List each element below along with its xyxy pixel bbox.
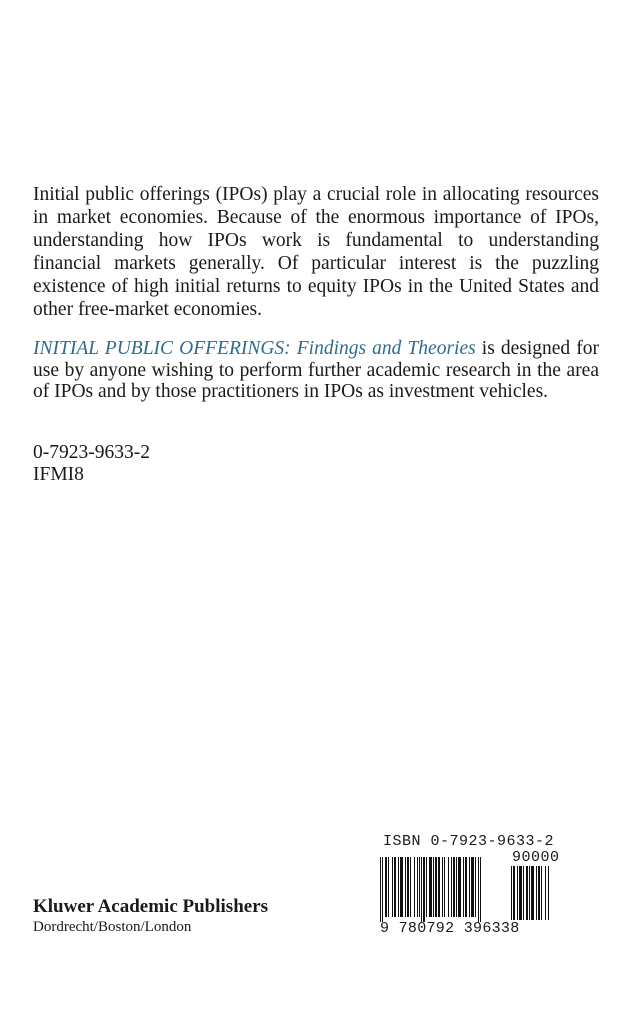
barcode-price-code: 90000 <box>512 849 560 866</box>
barcode-bar <box>382 857 383 922</box>
barcode-bar <box>469 857 470 917</box>
barcode-bar <box>519 866 522 920</box>
publisher-name: Kluwer Academic Publishers <box>33 896 269 917</box>
barcode-bar <box>456 857 457 917</box>
barcode-bar <box>444 857 445 917</box>
barcode-bar <box>517 866 518 920</box>
barcode-bar <box>523 866 524 920</box>
barcode-bar <box>463 857 464 917</box>
audience-paragraph-text: is designed for use by anyone wishing to perform further academic research in the area of IPOs and by those practitioners in IPOs as investment vehicles. <box>33 338 599 402</box>
barcode-bar <box>453 857 455 917</box>
barcode-bar <box>398 857 399 917</box>
barcode-bar <box>475 857 476 917</box>
barcode-bar <box>442 857 443 917</box>
barcode-isbn-label: ISBN 0-7923-9633-2 <box>383 833 555 850</box>
barcode-bar <box>394 857 396 917</box>
barcode-bar <box>417 857 418 917</box>
series-code: IFMI8 <box>33 463 84 485</box>
barcode-bar <box>478 857 479 922</box>
barcode-bar <box>380 857 381 922</box>
barcode-bar <box>465 857 467 917</box>
description-paragraph: Initial public offerings (IPOs) play a crucial role in allocating resources in market economies. Because of the enormous importance of IPOs, understanding how IPOs work is fundamental to understanding financial markets generally. Of particular interest is the puzzling existence of high initial returns to equity IPOs in the United States and other free-market economies. <box>33 184 599 320</box>
barcode-bar <box>407 857 409 917</box>
barcode-bar <box>414 857 415 917</box>
barcode-bar <box>385 857 387 917</box>
barcode-bar <box>480 857 481 922</box>
barcode-bar <box>545 866 546 920</box>
barcode-main <box>380 857 504 923</box>
barcode-bar <box>421 857 422 922</box>
barcode-bar <box>392 857 393 917</box>
barcode-addon <box>511 866 565 922</box>
barcode-bar <box>426 857 427 917</box>
barcode-bar <box>429 857 432 917</box>
barcode-bar <box>451 857 452 917</box>
barcode-bar <box>419 857 420 917</box>
barcode-bar <box>405 857 406 917</box>
audience-paragraph <box>33 338 599 403</box>
barcode-bar <box>400 857 403 917</box>
barcode-bar <box>448 857 449 917</box>
barcode-bar <box>423 857 425 922</box>
barcode-bar <box>513 866 515 920</box>
barcode-bar <box>526 866 528 920</box>
barcode-bar <box>388 857 389 917</box>
barcode-bar <box>541 866 542 920</box>
book-title-italic: INITIAL PUBLIC OFFERINGS: Findings and Theories <box>33 338 476 359</box>
barcode-ean-digits: 9 780792 396338 <box>380 920 520 937</box>
barcode-bar <box>536 866 537 920</box>
publisher-locations: Dordrecht/Boston/London <box>33 919 192 935</box>
barcode-bar <box>529 866 530 920</box>
barcode-bar <box>538 866 540 920</box>
barcode-bar <box>471 857 474 917</box>
barcode-bar <box>531 866 534 920</box>
barcode-bar <box>511 866 512 920</box>
barcode-bar <box>458 857 461 917</box>
barcode-bar <box>438 857 440 917</box>
codes-block <box>33 442 150 485</box>
barcode-bar <box>433 857 434 917</box>
barcode-bar <box>435 857 437 917</box>
isbn-code: 0-7923-9633-2 <box>33 442 150 463</box>
barcode-bar <box>410 857 411 917</box>
barcode-bar <box>548 866 549 920</box>
